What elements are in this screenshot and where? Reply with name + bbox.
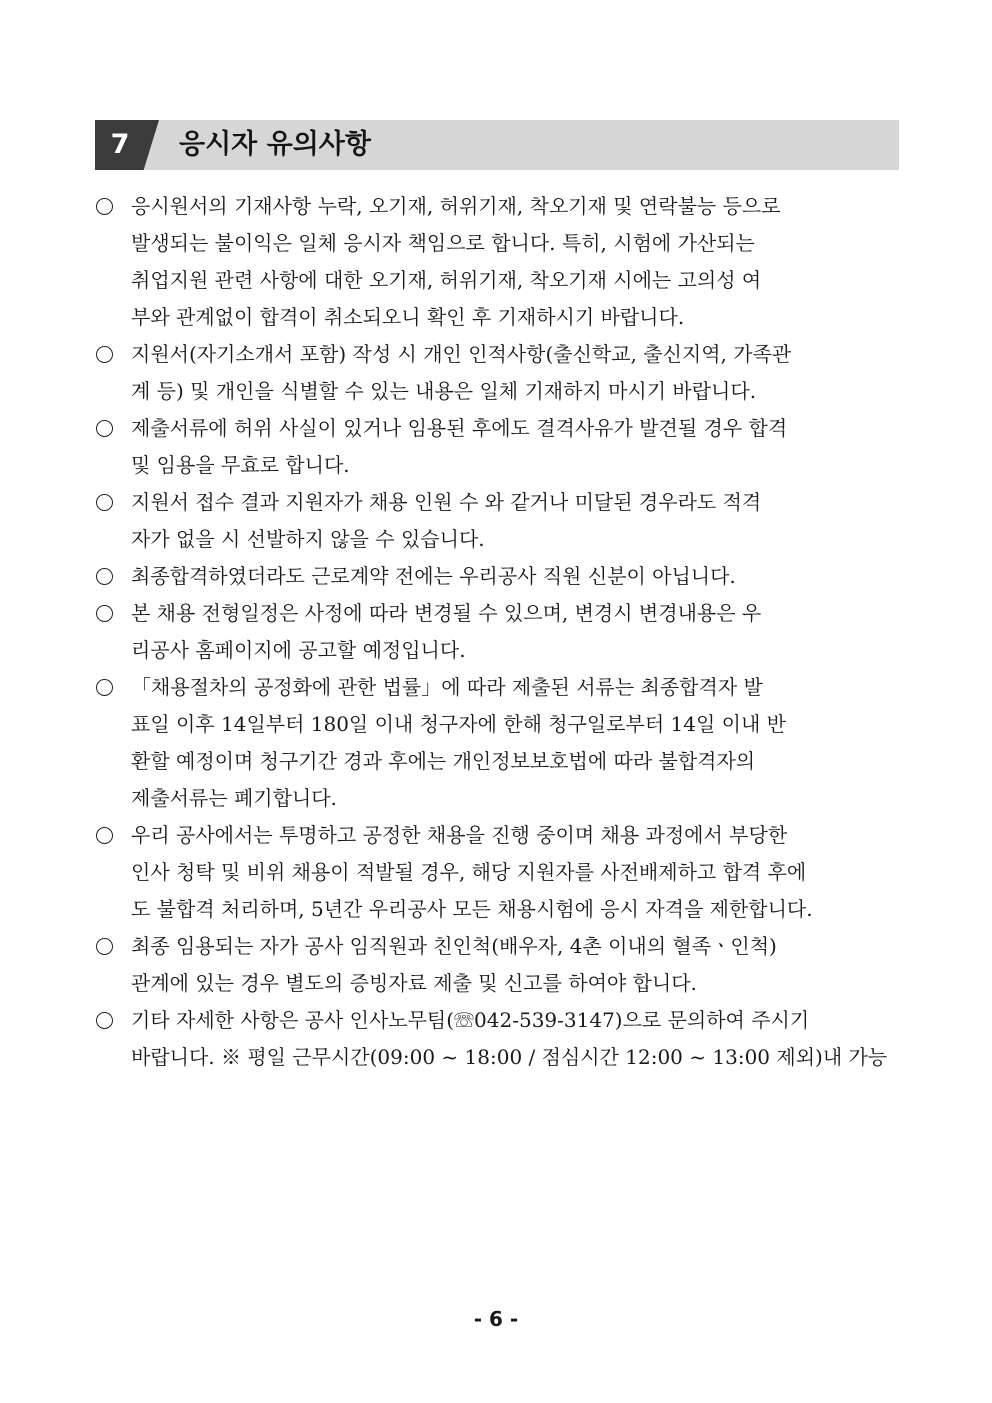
circle-bullet-icon [96, 679, 113, 696]
circle-bullet-icon [96, 346, 113, 363]
notice-item [95, 928, 899, 1002]
notice-text: 기타 자세한 사항은 공사 인사노무팀(☏042-539-3147)으로 문의하여 주시기 바랍니다. ※ 평일 근무시간(09:00 ~ 18:00 / 점심시간 12:00 ~ 13:00 제외)내 가능 [131, 1008, 888, 1069]
notice-text: 본 채용 전형일정은 사정에 따라 변경될 수 있으며, 변경시 변경내용은 우 리공사 홈페이지에 공고할 예정입니다. [131, 601, 762, 662]
section-number: 7 [110, 129, 130, 160]
notice-text: 제출서류에 허위 사실이 있거나 임용된 후에도 결격사유가 발견될 경우 합격 및 임용을 무효로 합니다. [131, 416, 788, 477]
notice-item [95, 484, 899, 558]
notice-list [95, 188, 899, 1076]
circle-bullet-icon [96, 605, 113, 622]
circle-bullet-icon [96, 1012, 113, 1029]
notice-item [95, 669, 899, 817]
section-header [95, 120, 899, 170]
notice-text: 최종 임용되는 자가 공사 임직원과 친인척(배우자, 4촌 이내의 혈족ㆍ인척) 관계에 있는 경우 별도의 증빙자료 제출 및 신고를 하여야 합니다. [131, 934, 777, 995]
notice-item [95, 595, 899, 669]
section-title: 응시자 유의사항 [179, 129, 371, 160]
notice-item [95, 336, 899, 410]
notice-text: 최종합격하였더라도 근로계약 전에는 우리공사 직원 신분이 아닙니다. [131, 564, 736, 588]
notice-text: 우리 공사에서는 투명하고 공정한 채용을 진행 중이며 채용 과정에서 부당한 인사 청탁 및 비위 채용이 적발될 경우, 해당 지원자를 사전배제하고 합격 후에 도 불합격 처리하며, 5년간 우리공사 모든 채용시험에 응시 자격을 제한합니다. [131, 823, 813, 921]
circle-bullet-icon [96, 198, 113, 215]
notice-text: 응시원서의 기재사항 누락, 오기재, 허위기재, 착오기재 및 연락불능 등으로 발생되는 불이익은 일체 응시자 책임으로 합니다. 특히, 시험에 가산되는 취업지원 관련 사항에 대한 오기재, 허위기재, 착오기재 시에는 고의성 여 부와 관계없이 합격이 취소되오니 확인 후 기재하시기 바랍니다. [131, 194, 781, 329]
notice-text: 지원서(자기소개서 포함) 작성 시 개인 인적사항(출신학교, 출신지역, 가족관 계 등) 및 개인을 식별할 수 있는 내용은 일체 기재하지 마시기 바랍니다. [131, 342, 792, 403]
notice-item [95, 188, 899, 336]
circle-bullet-icon [96, 494, 113, 511]
circle-bullet-icon [96, 938, 113, 955]
notice-item [95, 410, 899, 484]
notice-text: 지원서 접수 결과 지원자가 채용 인원 수 와 같거나 미달된 경우라도 적격 자가 없을 시 선발하지 않을 수 있습니다. [131, 490, 762, 551]
notice-item [95, 817, 899, 928]
notice-item [95, 1002, 899, 1076]
circle-bullet-icon [96, 420, 113, 437]
notice-item [95, 558, 899, 595]
circle-bullet-icon [96, 568, 113, 585]
circle-bullet-icon [96, 827, 113, 844]
notice-text: 「채용절차의 공정화에 관한 법률」에 따라 제출된 서류는 최종합격자 발 표일 이후 14일부터 180일 이내 청구자에 한해 청구일로부터 14일 이내 반 환할 예정이며 청구기간 경과 후에는 개인정보보호법에 따라 불합격자의 제출서류는 폐기합니다. [131, 675, 786, 810]
page-number: - 6 - [473, 1307, 519, 1331]
